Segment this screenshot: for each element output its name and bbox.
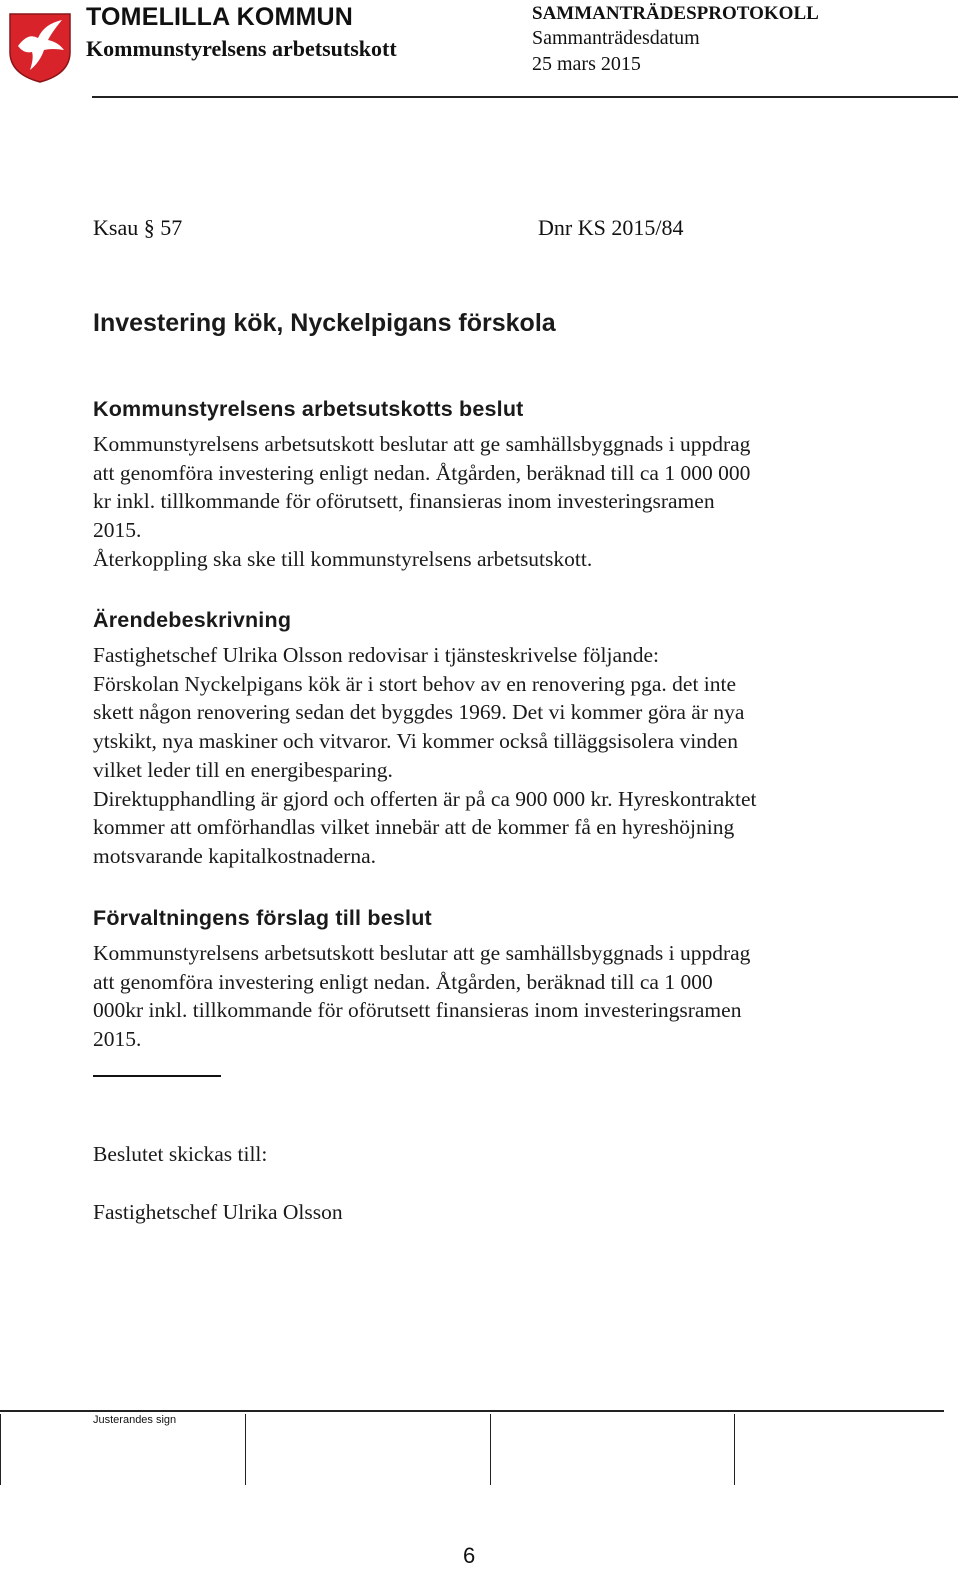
signature-label: Justerandes sign	[93, 1414, 177, 1426]
description-line: Förskolan Nyckelpigans kök är i stort behov av en renovering pga. det inte	[93, 671, 737, 696]
decision-text	[93, 430, 883, 574]
description-line: motsvarande kapitalkostnaderna.	[93, 843, 376, 868]
coat-of-arms-logo	[8, 12, 72, 84]
signature-column-divider	[245, 1414, 246, 1485]
decision-line: Kommunstyrelsens arbetsutskott beslutar att ge samhällsbyggnads i uppdrag	[93, 432, 751, 456]
description-line: vilket leder till en energibesparing.	[93, 757, 393, 782]
description-heading: Ärendebeskrivning	[93, 608, 292, 632]
decision-line: Återkoppling ska ske till kommunstyrelsens arbetsutskott.	[93, 546, 593, 571]
signature-column-divider	[490, 1414, 491, 1485]
proposal-text	[93, 939, 883, 1054]
meeting-date-label: Sammanträdesdatum	[532, 27, 700, 49]
section-divider	[93, 1075, 221, 1077]
signature-column-divider	[0, 1414, 1, 1485]
proposal-line: 000kr inkl. tillkommande för oförutsett finansieras inom investeringsramen	[93, 998, 742, 1023]
description-line: Direktupphandling är gjord och offerten är på ca 900 000 kr. Hyreskontraktet	[93, 786, 757, 811]
decision-line: 2015.	[93, 518, 142, 543]
coat-of-arms-bird-icon	[8, 12, 72, 84]
paragraph-reference: Ksau § 57	[93, 215, 183, 240]
proposal-line: 2015.	[93, 1027, 142, 1052]
page-number: 6	[463, 1543, 476, 1568]
description-text	[93, 641, 883, 871]
organization-subtitle: Kommunstyrelsens arbetsutskott	[86, 36, 397, 61]
diary-number: Dnr KS 2015/84	[538, 215, 684, 240]
header-divider	[92, 96, 958, 98]
distribution-recipient: Fastighetschef Ulrika Olsson	[93, 1200, 343, 1224]
decision-line: att genomföra investering enligt nedan. Åtgården, beräknad till ca 1 000 000	[93, 460, 751, 485]
description-line: skett någon renovering sedan det byggdes 1969. Det vi kommer göra är nya	[93, 700, 745, 725]
description-line: kommer att omförhandlas vilket innebär att de kommer få en hyreshöjning	[93, 815, 735, 840]
decision-heading: Kommunstyrelsens arbetsutskotts beslut	[93, 397, 524, 421]
distribution-label: Beslutet skickas till:	[93, 1142, 268, 1166]
signature-column-divider	[734, 1414, 735, 1485]
document-title: Investering kök, Nyckelpigans förskola	[93, 309, 556, 337]
proposal-line: att genomföra investering enligt nedan. Åtgården, beräknad till ca 1 000	[93, 969, 713, 994]
description-line: ytskikt, nya maskiner och vitvaror. Vi kommer också tilläggsisolera vinden	[93, 729, 738, 754]
meeting-date: 25 mars 2015	[532, 53, 641, 75]
protocol-title: SAMMANTRÄDESPROTOKOLL	[532, 3, 819, 24]
proposal-heading: Förvaltningens förslag till beslut	[93, 906, 432, 930]
description-line: Fastighetschef Ulrika Olsson redovisar i tjänsteskrivelse följande:	[93, 643, 660, 667]
proposal-line: Kommunstyrelsens arbetsutskott beslutar att ge samhällsbyggnads i uppdrag	[93, 941, 751, 965]
decision-line: kr inkl. tillkommande för oförutsett, finansieras inom investeringsramen	[93, 489, 715, 514]
organization-name: TOMELILLA KOMMUN	[86, 3, 354, 31]
